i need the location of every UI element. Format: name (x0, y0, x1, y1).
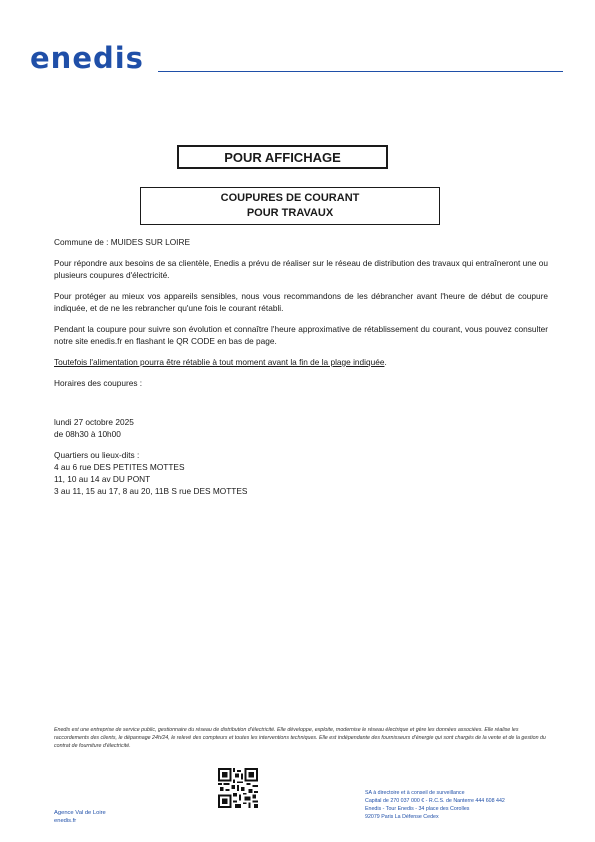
legal-line: 92079 Paris La Défense Cedex (365, 814, 439, 820)
notice-subtitle-line1: COUPURES DE COURANT (220, 192, 360, 204)
place-item: 11, 10 au 14 av DU PONT (54, 474, 151, 484)
qr-code-icon[interactable] (218, 768, 258, 808)
schedule-block (54, 416, 548, 440)
place-item: 4 au 6 rue DES PETITES MOTTES (54, 462, 185, 472)
notice-subtitle-line2: POUR TRAVAUX (246, 207, 334, 219)
agency-block (54, 809, 106, 825)
notice-title: POUR AFFICHAGE (224, 149, 341, 165)
spacer (54, 398, 548, 416)
warning-period: . (384, 357, 387, 367)
legal-line: Capital de 270 037 000 € - R.C.S. de Nanterre 444 608 442 (365, 798, 505, 804)
cut-date: lundi 27 octobre 2025 (54, 417, 134, 427)
places-label: Quartiers ou lieux-dits : (54, 450, 140, 460)
hours-label: Horaires des coupures : (54, 378, 143, 388)
cut-time: de 08h30 à 10h00 (54, 429, 121, 439)
header-rule (158, 71, 563, 72)
notice-title-box (177, 145, 388, 169)
enedis-logo: enedis (30, 41, 144, 75)
legal-line: SA à directoire et à conseil de surveillance (365, 790, 465, 796)
legal-line: Enedis - Tour Enedis - 34 place des Corolles (365, 806, 470, 812)
agency-name: Agence Val de Loire (54, 810, 106, 816)
agency-site-link[interactable]: enedis.fr (54, 818, 77, 824)
tracking-paragraph: Pendant la coupure pour suivre son évolution et connaître l'heure approximative de rétablissement du courant, vous pouvez consulter notre site enedis.fr en flashant le QR CODE en bas de page. (54, 324, 548, 346)
warning-paragraph (54, 356, 548, 368)
notice-body (54, 236, 548, 506)
footer-note: Enedis est une entreprise de service public, gestionnaire du réseau de distribution d'électricité. Elle développe, exploite, modernise le réseau électrique et gère les données associées. Elle réalise les raccordements des clients, le dépannage 24h/24, le relevé des compteurs et toutes les interventions techniques. Elle est indépendante des fournisseurs d'énergie qui sont chargés de la vente et de la gestion du contrat de fourniture d'électricité. (54, 727, 546, 749)
notice-subtitle-box (140, 187, 440, 225)
places-block (54, 449, 548, 497)
commune-line: Commune de : MUIDES SUR LOIRE (54, 237, 191, 247)
legal-block (365, 789, 505, 821)
protection-paragraph: Pour protéger au mieux vos appareils sensibles, nous vous recommandons de les débrancher avant l'heure de début de coupure indiquée, et de ne les rebrancher qu'une fois le courant rétabli. (54, 291, 548, 313)
place-item: 3 au 11, 15 au 17, 8 au 20, 11B S rue DES MOTTES (54, 486, 248, 496)
intro-paragraph: Pour répondre aux besoins de sa clientèle, Enedis a prévu de réaliser sur le réseau de distribution des travaux qui entraîneront une ou plusieurs coupures d'électricité. (54, 258, 548, 280)
warning-text: Toutefois l'alimentation pourra être rétablie à tout moment avant la fin de la plage indiquée (54, 357, 385, 367)
